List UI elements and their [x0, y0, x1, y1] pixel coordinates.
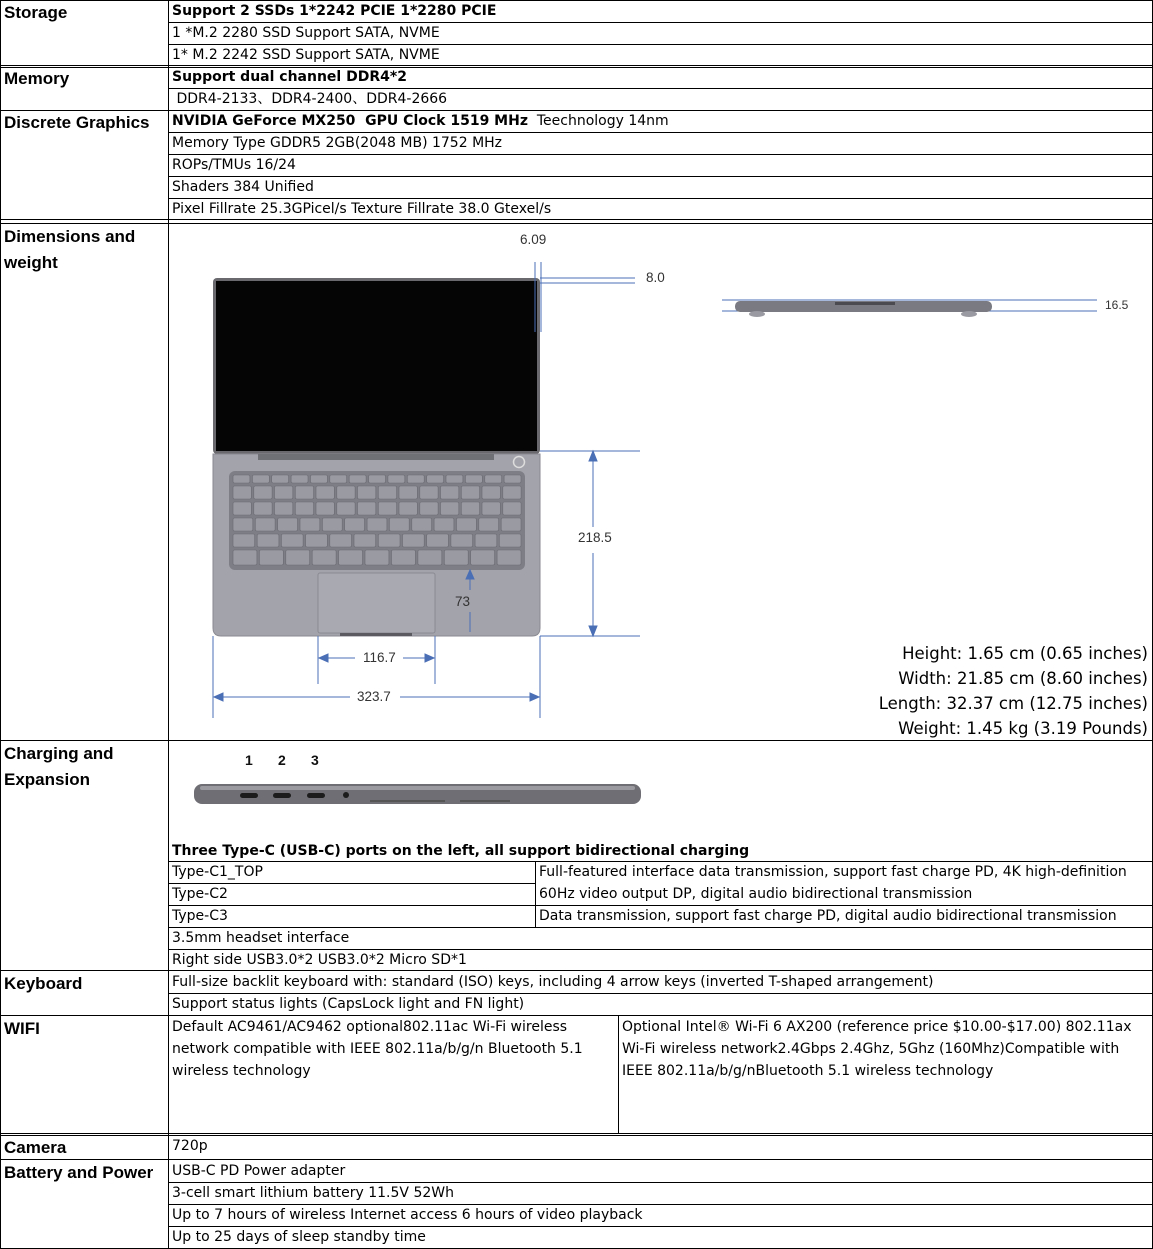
- keyboard-key: [446, 475, 463, 483]
- battery-row: 3-cell smart lithium battery 11.5V 52Wh: [172, 1185, 454, 1201]
- keyboard-row: Support status lights (CapsLock light and FN light): [172, 996, 525, 1012]
- keyboard-key: [337, 502, 355, 515]
- usb-c-port-1: [240, 793, 258, 798]
- usb-c-port-2: [273, 793, 291, 798]
- keyboard-key: [441, 502, 459, 515]
- keyboard-key: [392, 550, 416, 565]
- port-desc: Data transmission, support fast charge PD, digital audio bidirectional transmission: [539, 908, 1117, 924]
- keyboard-key: [503, 486, 521, 499]
- wifi-default: Default AC9461/AC9462 optional802.11ac Wi-Fi wireless network compatible with IEEE 802.11a/b/g/n Bluetooth 5.1 wireless technology: [172, 1019, 583, 1079]
- keyboard-key: [330, 534, 352, 547]
- graphics-row: Shaders 384 Unified: [172, 179, 314, 195]
- keyboard-key: [482, 486, 500, 499]
- spec-width: Width: 21.85 cm (8.60 inches): [898, 669, 1148, 688]
- keyboard-key: [252, 475, 269, 483]
- keyboard-key: [306, 534, 328, 547]
- keyboard-key: [503, 502, 521, 515]
- keyboard-key: [504, 475, 521, 483]
- keyboard-key: [412, 518, 432, 531]
- keyboard-key: [312, 550, 336, 565]
- keyboard-key: [378, 486, 396, 499]
- camera-label: Camera: [4, 1138, 67, 1157]
- keyboard-key: [475, 534, 497, 547]
- graphics-row: ROPs/TMUs 16/24: [172, 157, 296, 173]
- keyboard-key: [311, 475, 328, 483]
- gpu-tech: Teechnology 14nm: [527, 113, 669, 129]
- keyboard-key: [233, 475, 250, 483]
- keyboard-key: [316, 486, 334, 499]
- keyboard-key: [485, 475, 502, 483]
- keyboard-key: [399, 486, 417, 499]
- headset-row: 3.5mm headset interface: [172, 930, 350, 946]
- keyboard-key: [444, 550, 468, 565]
- touchpad: [318, 573, 435, 633]
- port-desc: 60Hz video output DP, digital audio bidirectional transmission: [539, 886, 973, 902]
- spec-length: Length: 32.37 cm (12.75 inches): [878, 694, 1148, 713]
- hinge: [258, 454, 494, 460]
- keyboard-key: [275, 502, 293, 515]
- keyboard-key: [254, 502, 272, 515]
- keyboard-key: [233, 486, 251, 499]
- keyboard-key: [278, 518, 298, 531]
- dim-thickness: 16.5: [1105, 298, 1129, 312]
- keyboard-key: [295, 486, 313, 499]
- dimensions-label: Dimensions and weight: [4, 227, 136, 272]
- keyboard-key: [434, 518, 454, 531]
- keyboard-key: [407, 475, 424, 483]
- keyboard-key: [482, 502, 500, 515]
- wifi-optional: Optional Intel® Wi-Fi 6 AX200 (reference price $10.00-$17.00) 802.11ax Wi-Fi wireless network2.4Gbps 2.4Ghz, 5Ghz (160Mhz)Compatible with IEEE 802.11a/b/g/nBluetooth 5.1 wireless technology: [622, 1019, 1132, 1079]
- keyboard-key: [479, 518, 499, 531]
- port-number-1: 1: [245, 752, 253, 768]
- battery-row: USB-C PD Power adapter: [172, 1163, 346, 1179]
- memory-row: DDR4-2133、DDR4-2400、DDR4-2666: [172, 91, 448, 107]
- keyboard-key: [471, 550, 495, 565]
- keyboard-key: [369, 475, 386, 483]
- keyboard-key: [358, 486, 376, 499]
- keyboard-key: [233, 534, 255, 547]
- keyboard-key: [501, 518, 521, 531]
- port-number-2: 2: [278, 752, 286, 768]
- keyboard-key: [420, 486, 438, 499]
- graphics-row: Pixel Fillrate 25.3GPicel/s Texture Fillrate 38.0 Gtexel/s: [172, 201, 552, 217]
- dim-touchpad-width: 116.7: [363, 650, 396, 665]
- right-side-row: Right side USB3.0*2 USB3.0*2 Micro SD*1: [172, 952, 467, 968]
- dim-touchpad-height: 73: [455, 594, 471, 609]
- port-name: Type-C2: [172, 886, 228, 902]
- keyboard-key: [461, 502, 479, 515]
- keyboard-key: [322, 518, 342, 531]
- keyboard-key: [403, 534, 425, 547]
- grid-line: [0, 0, 1, 1249]
- spec-weight: Weight: 1.45 kg (3.19 Pounds): [898, 719, 1148, 738]
- graphics-label: Discrete Graphics: [4, 113, 150, 132]
- laptop-screen: [216, 281, 537, 451]
- gpu-model: NVIDIA GeForce MX250 GPU Clock 1519 MHz: [172, 113, 528, 129]
- keyboard-key: [378, 502, 396, 515]
- keyboard-key: [497, 550, 521, 565]
- keyboard-key: [233, 550, 257, 565]
- storage-row: 1* M.2 2242 SSD Support SATA, NVME: [172, 47, 440, 63]
- battery-row: Up to 7 hours of wireless Internet access 6 hours of video playback: [172, 1207, 643, 1223]
- battery-row: Up to 25 days of sleep standby time: [172, 1229, 426, 1245]
- keyboard-key: [259, 550, 283, 565]
- dim-width: 323.7: [357, 689, 391, 704]
- port-name: Type-C1_TOP: [172, 864, 263, 880]
- storage-label: Storage: [4, 3, 68, 22]
- memory-row: Support dual channel DDR4*2: [172, 69, 407, 85]
- charging-heading: Three Type-C (USB-C) ports on the left, all support bidirectional charging: [172, 843, 750, 859]
- keyboard-key: [399, 502, 417, 515]
- keyboard-row: Full-size backlit keyboard with: standard (ISO) keys, including 4 arrow keys (inverted T-shaped arrangement): [172, 974, 934, 990]
- keyboard-key: [330, 475, 347, 483]
- keyboard-key: [365, 550, 389, 565]
- dim-depth: 218.5: [578, 530, 612, 545]
- port-name: Type-C3: [172, 908, 228, 924]
- keyboard-key: [367, 518, 387, 531]
- keyboard-key: [255, 518, 275, 531]
- keyboard-key: [358, 502, 376, 515]
- keyboard-key: [316, 502, 334, 515]
- storage-row: 1 *M.2 2280 SSD Support SATA, NVME: [172, 25, 440, 41]
- graphics-row: Memory Type GDDR5 2GB(2048 MB) 1752 MHz: [172, 135, 503, 151]
- keyboard-key: [420, 502, 438, 515]
- keyboard-key: [388, 475, 405, 483]
- keyboard-key: [295, 502, 313, 515]
- graphics-row: [169, 110, 1152, 132]
- port-number-3: 3: [311, 752, 319, 768]
- keyboard-key: [441, 486, 459, 499]
- keyboard-key: [354, 534, 376, 547]
- keyboard-key: [233, 502, 251, 515]
- keyboard-key: [457, 518, 477, 531]
- keyboard-key: [286, 550, 310, 565]
- keyboard-key: [300, 518, 320, 531]
- battery-label: Battery and Power: [4, 1163, 154, 1182]
- keyboard-key: [499, 534, 521, 547]
- keyboard-key: [281, 534, 303, 547]
- keyboard-key: [418, 550, 442, 565]
- keyboard-label: Keyboard: [4, 974, 83, 993]
- keyboard-key: [427, 475, 444, 483]
- dim-bezel: 6.09: [520, 232, 547, 247]
- memory-label: Memory: [4, 69, 70, 88]
- storage-row: Support 2 SSDs 1*2242 PCIE 1*2280 PCIE: [172, 3, 497, 19]
- keyboard-key: [339, 550, 363, 565]
- keyboard-key: [451, 534, 473, 547]
- spec-height: Height: 1.65 cm (0.65 inches): [902, 644, 1148, 663]
- keyboard-key: [254, 486, 272, 499]
- charging-label: Charging and Expansion: [4, 744, 114, 789]
- camera-value: 720p: [172, 1138, 208, 1154]
- dim-lid: 8.0: [646, 270, 665, 285]
- keyboard-key: [389, 518, 409, 531]
- keyboard-key: [461, 486, 479, 499]
- keyboard-key: [233, 518, 253, 531]
- keyboard-key: [291, 475, 308, 483]
- keyboard-key: [272, 475, 289, 483]
- keyboard-key: [349, 475, 366, 483]
- usb-c-port-3: [307, 793, 325, 798]
- keyboard-key: [427, 534, 449, 547]
- keyboard-key: [378, 534, 400, 547]
- keyboard-key: [257, 534, 279, 547]
- port-desc: Full-featured interface data transmission, support fast charge PD, 4K high-definition: [539, 864, 1127, 880]
- headset-jack: [343, 792, 349, 798]
- keyboard-key: [465, 475, 482, 483]
- wifi-label: WIFI: [4, 1019, 40, 1038]
- keyboard-key: [337, 486, 355, 499]
- keyboard-key: [345, 518, 365, 531]
- keyboard-key: [275, 486, 293, 499]
